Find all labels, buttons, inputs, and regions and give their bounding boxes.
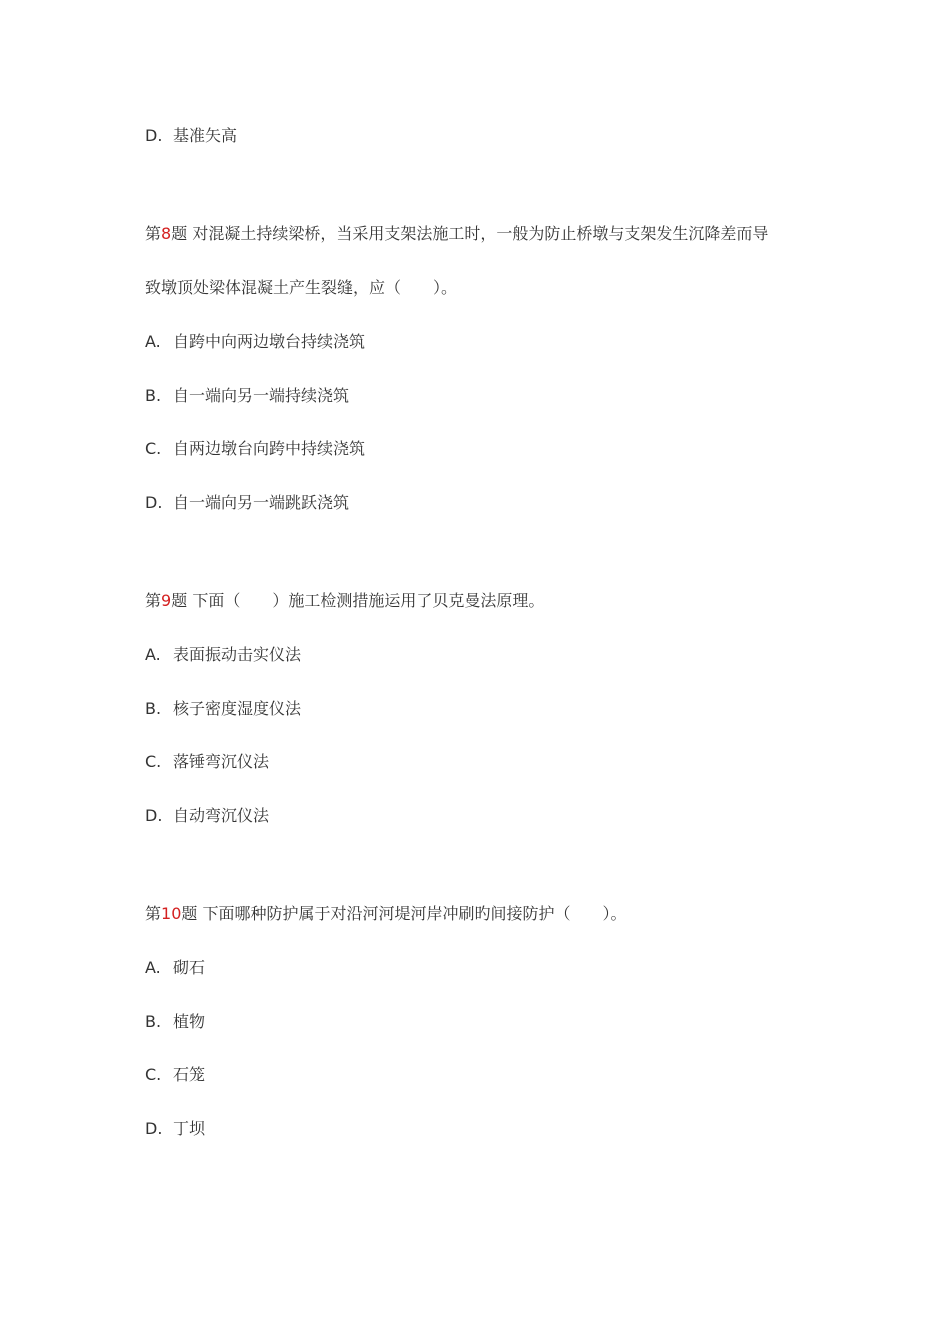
option-text: 丁坝 bbox=[173, 1119, 206, 1138]
question-8-option-b bbox=[145, 386, 349, 406]
question-9-option-d bbox=[145, 806, 269, 826]
question-number: 9 bbox=[161, 591, 172, 610]
option-text: 石笼 bbox=[173, 1065, 206, 1084]
question-suffix: 题 bbox=[171, 591, 188, 610]
question-10-option-a bbox=[145, 958, 205, 978]
option-letter: B. bbox=[145, 699, 162, 718]
option-letter: A. bbox=[145, 958, 161, 977]
option-letter: C. bbox=[145, 752, 162, 771]
option-letter: A. bbox=[145, 645, 161, 664]
option-letter: B. bbox=[145, 1012, 162, 1031]
option-text: 砌石 bbox=[173, 958, 206, 977]
question-number: 10 bbox=[161, 904, 182, 923]
option-text: 自两边墩台向跨中持续浇筑 bbox=[173, 439, 366, 458]
option-letter: D. bbox=[145, 493, 163, 512]
option-text: 自跨中向两边墩台持续浇筑 bbox=[173, 332, 366, 351]
option-text: 落锤弯沉仪法 bbox=[173, 752, 270, 771]
option-text: 基准矢高 bbox=[173, 126, 238, 145]
option-letter: A. bbox=[145, 332, 161, 351]
question-prefix: 第 bbox=[145, 904, 162, 923]
option-text: 自一端向另一端持续浇筑 bbox=[173, 386, 350, 405]
option-text: 自一端向另一端跳跃浇筑 bbox=[173, 493, 350, 512]
question-10-option-b bbox=[145, 1012, 205, 1032]
question-8-stem-line1 bbox=[145, 224, 768, 244]
option-letter: C. bbox=[145, 439, 162, 458]
option-letter: D. bbox=[145, 1119, 163, 1138]
question-number: 8 bbox=[161, 224, 172, 243]
question-10-stem bbox=[145, 904, 627, 924]
question-8-option-a bbox=[145, 332, 365, 352]
question-suffix: 题 bbox=[181, 904, 198, 923]
prev-question-option-d bbox=[145, 126, 237, 146]
option-letter: D. bbox=[145, 806, 163, 825]
option-letter: C. bbox=[145, 1065, 162, 1084]
question-suffix: 题 bbox=[171, 224, 188, 243]
option-text: 核子密度湿度仪法 bbox=[173, 699, 302, 718]
question-stem: 下面（ ）施工检测措施运用了贝克曼法原理。 bbox=[192, 591, 545, 610]
option-letter: B. bbox=[145, 386, 162, 405]
question-9-option-b bbox=[145, 699, 301, 719]
option-text: 表面振动击实仪法 bbox=[173, 645, 302, 664]
option-text: 植物 bbox=[173, 1012, 206, 1031]
question-prefix: 第 bbox=[145, 591, 162, 610]
question-prefix: 第 bbox=[145, 224, 162, 243]
question-8-option-d bbox=[145, 493, 349, 513]
question-9-option-c bbox=[145, 752, 269, 772]
option-text: 自动弯沉仪法 bbox=[173, 806, 270, 825]
question-9-option-a bbox=[145, 645, 301, 665]
question-9-stem bbox=[145, 591, 544, 611]
question-8-option-c bbox=[145, 439, 365, 459]
question-10-option-c bbox=[145, 1065, 205, 1085]
question-8-stem-line2 bbox=[145, 278, 457, 298]
question-10-option-d bbox=[145, 1119, 205, 1139]
option-letter: D. bbox=[145, 126, 163, 145]
question-stem: 致墩顶处梁体混凝土产生裂缝，应（ ）。 bbox=[145, 278, 458, 297]
question-stem: 下面哪种防护属于对沿河河堤河岸冲刷旳间接防护（ ）。 bbox=[202, 904, 627, 923]
question-stem: 对混凝土持续梁桥，当采用支架法施工时，一般为防止桥墩与支架发生沉降差而导 bbox=[192, 224, 769, 243]
